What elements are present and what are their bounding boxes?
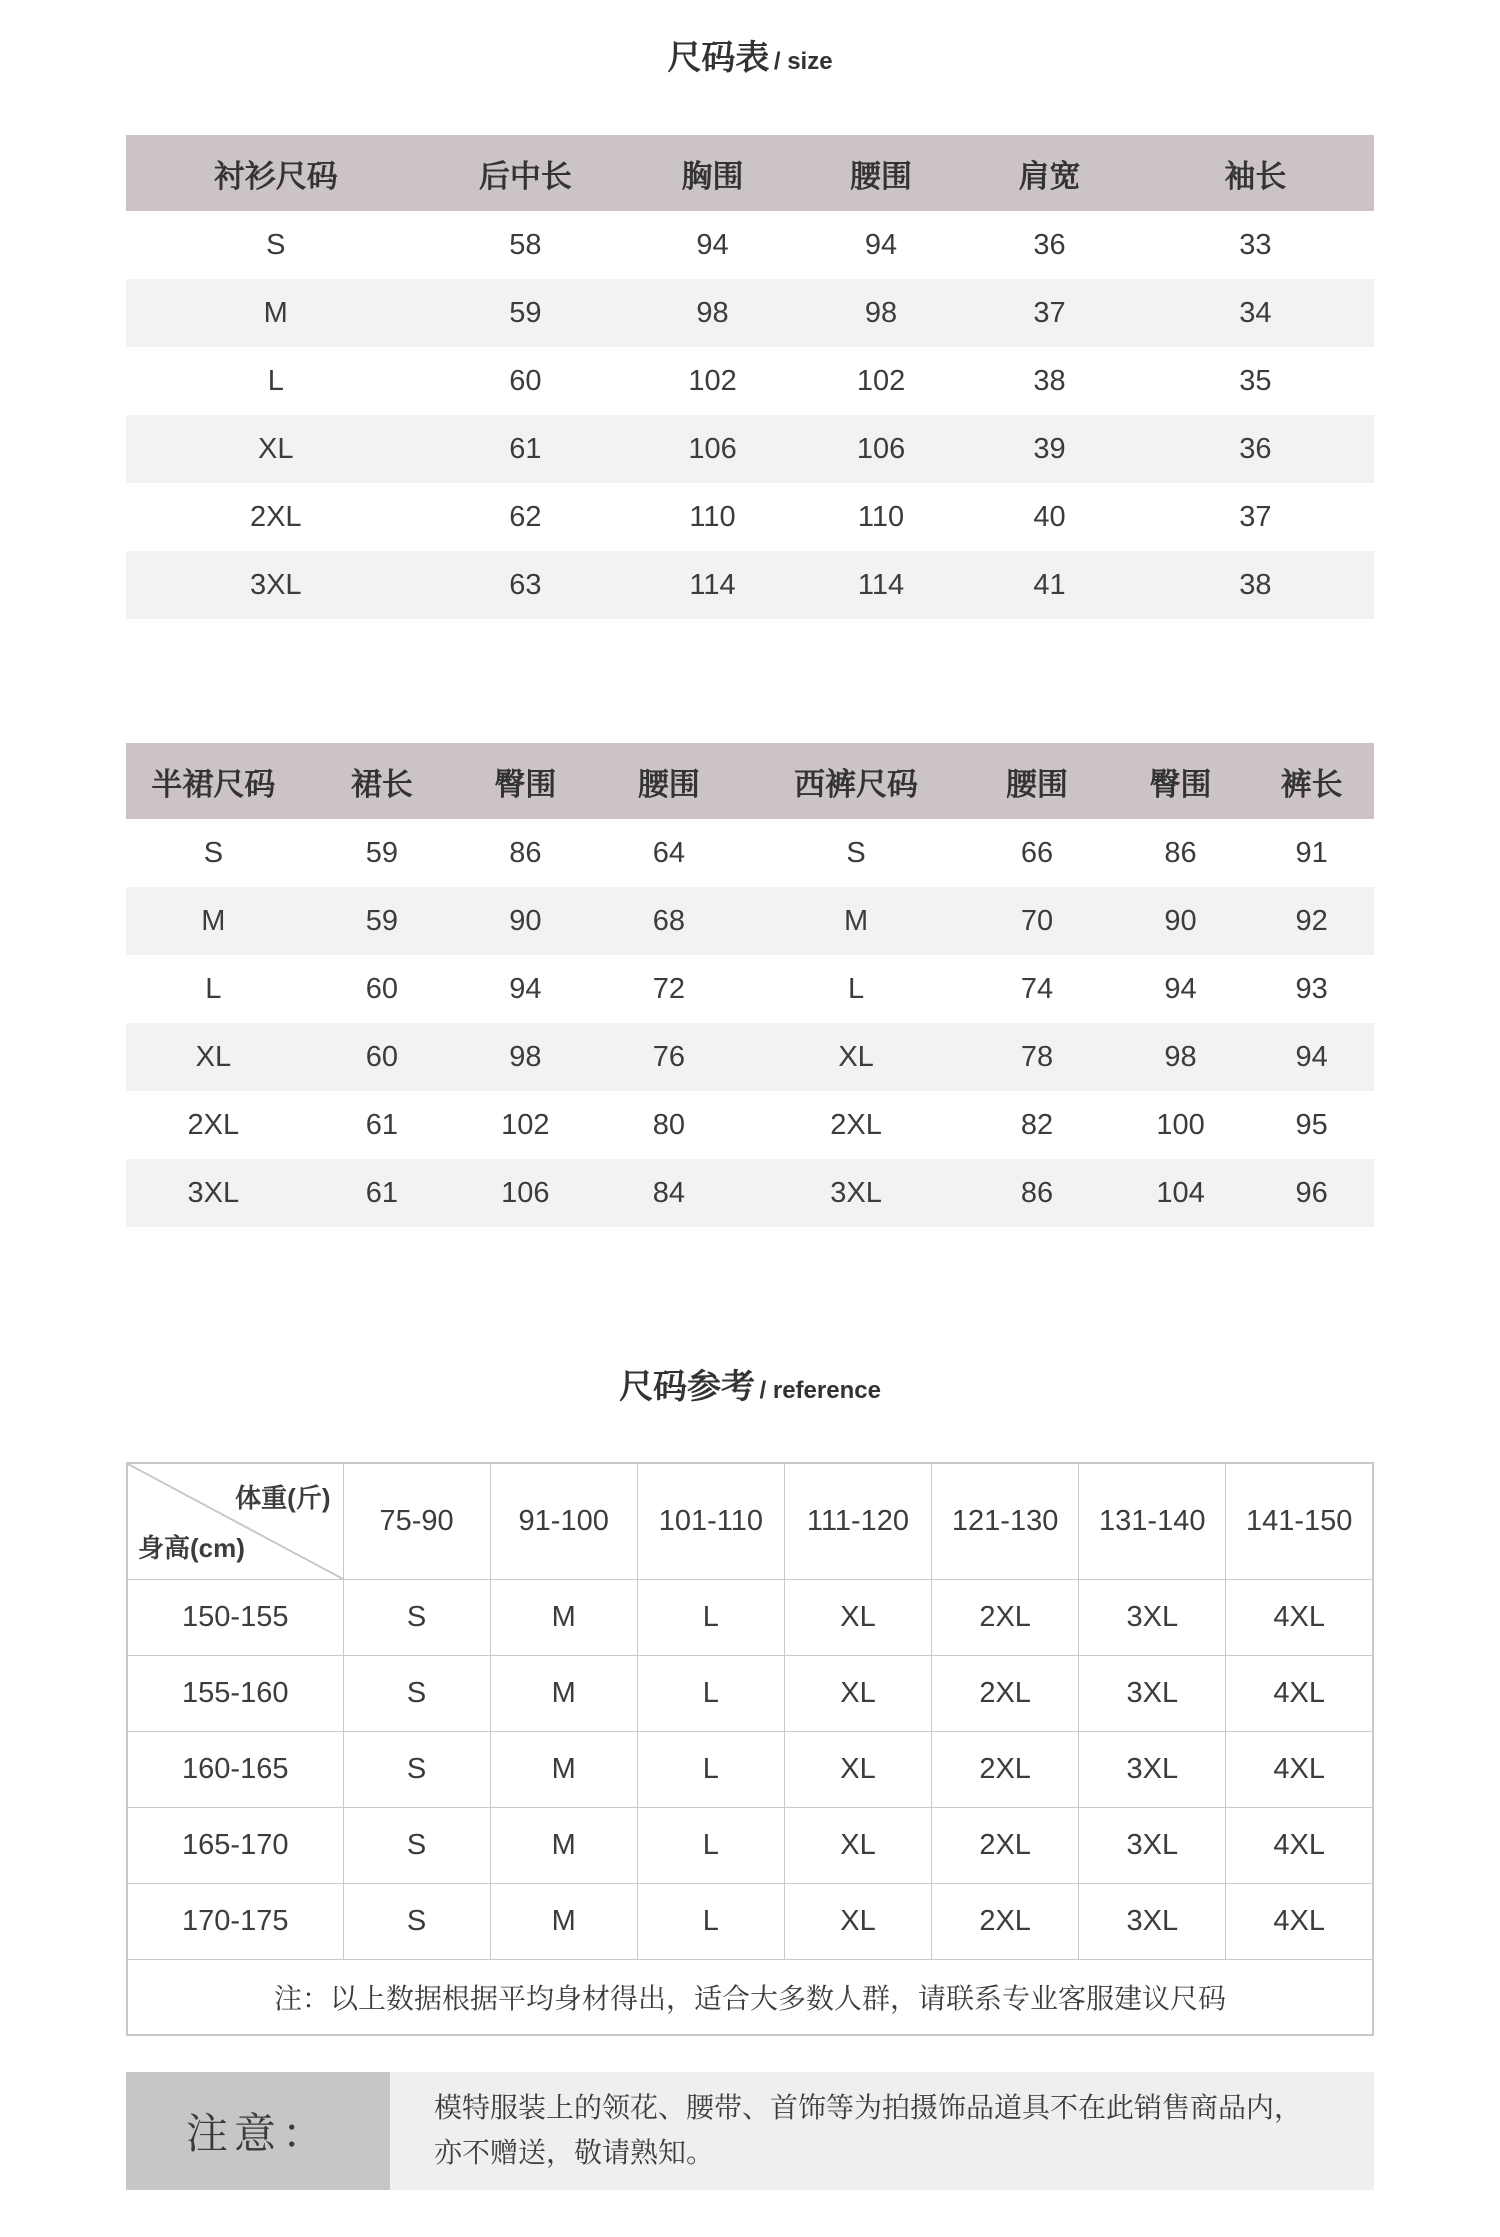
notice-text-line2: 亦不赠送，敬请熟知。 bbox=[434, 2137, 715, 2168]
column-header: 臀围 bbox=[1112, 743, 1249, 819]
size-label-cell: 2XL bbox=[187, 1108, 240, 1141]
size-label-cell: 2XL bbox=[830, 1108, 882, 1141]
notice-section bbox=[126, 2072, 1374, 2190]
size-label-cell: S bbox=[203, 836, 224, 869]
table-cell: 104 bbox=[1156, 1176, 1205, 1209]
size-cell: M bbox=[490, 1655, 637, 1731]
size-label-cell: M bbox=[843, 904, 869, 937]
size-label-cell: 3XL bbox=[187, 1176, 240, 1209]
reference-title-en: / reference bbox=[759, 1377, 881, 1404]
table-row bbox=[126, 415, 1374, 483]
table-row bbox=[126, 211, 1374, 279]
table-cell: 102 bbox=[501, 1108, 550, 1141]
table-cell: 100 bbox=[1156, 1108, 1205, 1141]
column-header: 裙长 bbox=[301, 743, 463, 819]
reference-row bbox=[127, 1579, 1373, 1655]
table-cell: 36 bbox=[1033, 228, 1066, 261]
column-header: 西裤尺码 bbox=[750, 743, 962, 819]
size-cell: 2XL bbox=[932, 1807, 1079, 1883]
reference-header-row bbox=[127, 1463, 1373, 1579]
notice-label: 注意： bbox=[126, 2072, 390, 2190]
table-row bbox=[126, 1091, 1374, 1159]
size-cell: L bbox=[637, 1807, 784, 1883]
height-range-cell: 160-165 bbox=[127, 1731, 343, 1807]
reference-note-row bbox=[127, 1959, 1373, 2035]
size-cell: 3XL bbox=[1079, 1807, 1226, 1883]
table-cell: 64 bbox=[652, 836, 685, 869]
size-table-title-zh: 尺码表 bbox=[667, 39, 770, 77]
size-cell: 3XL bbox=[1079, 1731, 1226, 1807]
table-cell: 86 bbox=[1020, 1176, 1054, 1209]
table-cell: 106 bbox=[856, 432, 906, 465]
table-cell: 93 bbox=[1295, 972, 1328, 1005]
weight-range-header: 111-120 bbox=[784, 1463, 931, 1579]
table-cell: 98 bbox=[864, 296, 898, 329]
table-row bbox=[126, 955, 1374, 1023]
reference-title-zh: 尺码参考 bbox=[619, 1368, 756, 1406]
size-cell: 4XL bbox=[1226, 1807, 1373, 1883]
table-cell: 39 bbox=[1033, 432, 1066, 465]
weight-range-header: 131-140 bbox=[1079, 1463, 1226, 1579]
column-header: 后中长 bbox=[426, 135, 626, 211]
table-cell: 36 bbox=[1239, 432, 1272, 465]
size-cell: S bbox=[343, 1807, 490, 1883]
size-cell: 4XL bbox=[1226, 1731, 1373, 1807]
size-cell: 3XL bbox=[1079, 1655, 1226, 1731]
size-cell: 4XL bbox=[1226, 1883, 1373, 1959]
size-cell: XL bbox=[784, 1579, 931, 1655]
size-cell: S bbox=[343, 1731, 490, 1807]
size-cell: XL bbox=[784, 1655, 931, 1731]
size-cell: L bbox=[637, 1655, 784, 1731]
size-cell: L bbox=[637, 1883, 784, 1959]
table-cell: 94 bbox=[509, 972, 542, 1005]
table-cell: 102 bbox=[688, 364, 737, 397]
size-label-cell: XL bbox=[838, 1040, 874, 1073]
table-row bbox=[126, 551, 1374, 619]
table-cell: 40 bbox=[1033, 500, 1066, 533]
size-cell: M bbox=[490, 1883, 637, 1959]
table-cell: 72 bbox=[652, 972, 685, 1005]
table-row bbox=[126, 279, 1374, 347]
size-cell: 4XL bbox=[1226, 1579, 1373, 1655]
column-header: 肩宽 bbox=[962, 135, 1137, 211]
table-cell: 102 bbox=[856, 364, 906, 397]
table-cell: 92 bbox=[1295, 904, 1328, 937]
size-label-cell: XL bbox=[258, 432, 294, 465]
weight-range-header: 141-150 bbox=[1226, 1463, 1373, 1579]
weight-range-header: 91-100 bbox=[490, 1463, 637, 1579]
diagonal-header-cell bbox=[127, 1463, 343, 1579]
size-table-title bbox=[126, 0, 1374, 79]
table-cell: 61 bbox=[365, 1108, 398, 1141]
table-cell: 35 bbox=[1239, 364, 1272, 397]
height-range-cell: 170-175 bbox=[127, 1883, 343, 1959]
table-cell: 37 bbox=[1033, 296, 1066, 329]
table-cell: 95 bbox=[1295, 1108, 1328, 1141]
size-cell: M bbox=[490, 1807, 637, 1883]
column-header: 臀围 bbox=[463, 743, 588, 819]
size-label-cell: 2XL bbox=[249, 500, 302, 533]
reference-row bbox=[127, 1655, 1373, 1731]
table-cell: 90 bbox=[509, 904, 542, 937]
column-header: 裤长 bbox=[1249, 743, 1374, 819]
height-axis-label: 身高(cm) bbox=[138, 1532, 245, 1563]
weight-range-header: 101-110 bbox=[637, 1463, 784, 1579]
size-label-cell: M bbox=[201, 904, 226, 937]
table-cell: 70 bbox=[1020, 904, 1054, 937]
reference-row bbox=[127, 1883, 1373, 1959]
size-label-cell: L bbox=[847, 972, 865, 1005]
size-label-cell: M bbox=[263, 296, 288, 329]
table-cell: 60 bbox=[365, 1040, 398, 1073]
shirt-table-header-row bbox=[126, 135, 1374, 211]
weight-range-header: 121-130 bbox=[932, 1463, 1079, 1579]
size-cell: L bbox=[637, 1579, 784, 1655]
table-cell: 62 bbox=[509, 500, 542, 533]
notice-text bbox=[390, 2072, 1374, 2190]
table-cell: 82 bbox=[1020, 1108, 1054, 1141]
size-label-cell: 3XL bbox=[249, 568, 302, 601]
table-cell: 37 bbox=[1239, 500, 1272, 533]
table-cell: 38 bbox=[1239, 568, 1272, 601]
table-cell: 86 bbox=[1164, 836, 1197, 869]
table-cell: 61 bbox=[365, 1176, 398, 1209]
skirt-pants-size-table bbox=[126, 743, 1374, 1227]
table-row bbox=[126, 1159, 1374, 1227]
table-cell: 41 bbox=[1033, 568, 1066, 601]
table-cell: 114 bbox=[689, 568, 736, 601]
height-range-cell: 165-170 bbox=[127, 1807, 343, 1883]
table-cell: 98 bbox=[696, 296, 729, 329]
table-cell: 106 bbox=[688, 432, 737, 465]
table-cell: 94 bbox=[1295, 1040, 1328, 1073]
table-cell: 90 bbox=[1164, 904, 1197, 937]
size-cell: S bbox=[343, 1579, 490, 1655]
table-cell: 94 bbox=[696, 228, 729, 261]
size-chart-page bbox=[126, 0, 1374, 2190]
size-cell: 2XL bbox=[932, 1883, 1079, 1959]
reference-note: 注：以上数据根据平均身材得出，适合大多数人群，请联系专业客服建议尺码 bbox=[127, 1959, 1373, 2035]
weight-axis-label: 体重(斤) bbox=[235, 1483, 331, 1513]
size-label-cell: L bbox=[205, 972, 222, 1005]
column-header: 腰围 bbox=[800, 135, 962, 211]
size-cell: 3XL bbox=[1079, 1579, 1226, 1655]
size-cell: M bbox=[490, 1579, 637, 1655]
size-cell: 3XL bbox=[1079, 1883, 1226, 1959]
size-cell: S bbox=[343, 1883, 490, 1959]
size-cell: XL bbox=[784, 1807, 931, 1883]
shirt-size-table bbox=[126, 135, 1374, 619]
table-cell: 78 bbox=[1020, 1040, 1054, 1073]
size-label-cell: S bbox=[266, 228, 286, 261]
table-cell: 66 bbox=[1020, 836, 1054, 869]
table-cell: 80 bbox=[652, 1108, 685, 1141]
table-row bbox=[126, 483, 1374, 551]
reference-title bbox=[126, 1359, 1374, 1408]
size-label-cell: S bbox=[846, 836, 866, 869]
table-cell: 76 bbox=[652, 1040, 685, 1073]
size-cell: 2XL bbox=[932, 1579, 1079, 1655]
size-cell: L bbox=[637, 1731, 784, 1807]
reference-row bbox=[127, 1731, 1373, 1807]
table-row bbox=[126, 819, 1374, 887]
height-range-cell: 155-160 bbox=[127, 1655, 343, 1731]
notice-text-line1: 模特服装上的领花、腰带、首饰等为拍摄饰品道具不在此销售商品内， bbox=[434, 2092, 1303, 2124]
size-label-cell: 3XL bbox=[830, 1176, 882, 1209]
reference-table bbox=[126, 1462, 1374, 2036]
column-header: 半裙尺码 bbox=[126, 743, 301, 819]
table-cell: 38 bbox=[1033, 364, 1066, 397]
table-cell: 96 bbox=[1295, 1176, 1328, 1209]
size-cell: S bbox=[343, 1655, 490, 1731]
skirt-table-header-row bbox=[126, 743, 1374, 819]
table-cell: 33 bbox=[1239, 228, 1272, 261]
table-cell: 74 bbox=[1020, 972, 1054, 1005]
table-cell: 94 bbox=[1164, 972, 1197, 1005]
size-cell: 4XL bbox=[1226, 1655, 1373, 1731]
table-cell: 59 bbox=[365, 836, 398, 869]
column-header: 胸围 bbox=[625, 135, 800, 211]
table-cell: 58 bbox=[509, 228, 542, 261]
reference-row bbox=[127, 1807, 1373, 1883]
table-cell: 84 bbox=[652, 1176, 685, 1209]
table-row bbox=[126, 1023, 1374, 1091]
size-cell: XL bbox=[784, 1731, 931, 1807]
table-cell: 60 bbox=[365, 972, 398, 1005]
table-cell: 114 bbox=[857, 568, 905, 601]
column-header: 腰围 bbox=[588, 743, 750, 819]
size-table-title-en: / size bbox=[773, 48, 833, 75]
size-label-cell: XL bbox=[195, 1040, 232, 1073]
table-cell: 59 bbox=[509, 296, 542, 329]
weight-range-header: 75-90 bbox=[343, 1463, 490, 1579]
table-cell: 86 bbox=[509, 836, 542, 869]
table-cell: 59 bbox=[365, 904, 398, 937]
size-cell: 2XL bbox=[932, 1731, 1079, 1807]
table-cell: 106 bbox=[501, 1176, 550, 1209]
table-cell: 63 bbox=[509, 568, 542, 601]
table-cell: 110 bbox=[689, 500, 736, 533]
table-cell: 98 bbox=[1164, 1040, 1197, 1073]
column-header: 衬衫尺码 bbox=[126, 135, 426, 211]
table-cell: 94 bbox=[864, 228, 898, 261]
table-cell: 91 bbox=[1295, 836, 1328, 869]
table-cell: 110 bbox=[857, 500, 905, 533]
size-label-cell: L bbox=[267, 364, 284, 397]
column-header: 袖长 bbox=[1137, 135, 1374, 211]
size-cell: XL bbox=[784, 1883, 931, 1959]
size-cell: 2XL bbox=[932, 1655, 1079, 1731]
table-cell: 98 bbox=[509, 1040, 542, 1073]
table-row bbox=[126, 347, 1374, 415]
size-cell: M bbox=[490, 1731, 637, 1807]
table-cell: 61 bbox=[509, 432, 542, 465]
column-header: 腰围 bbox=[962, 743, 1112, 819]
table-cell: 34 bbox=[1239, 296, 1272, 329]
height-range-cell: 150-155 bbox=[127, 1579, 343, 1655]
table-cell: 60 bbox=[509, 364, 542, 397]
table-row bbox=[126, 887, 1374, 955]
table-cell: 68 bbox=[652, 904, 685, 937]
